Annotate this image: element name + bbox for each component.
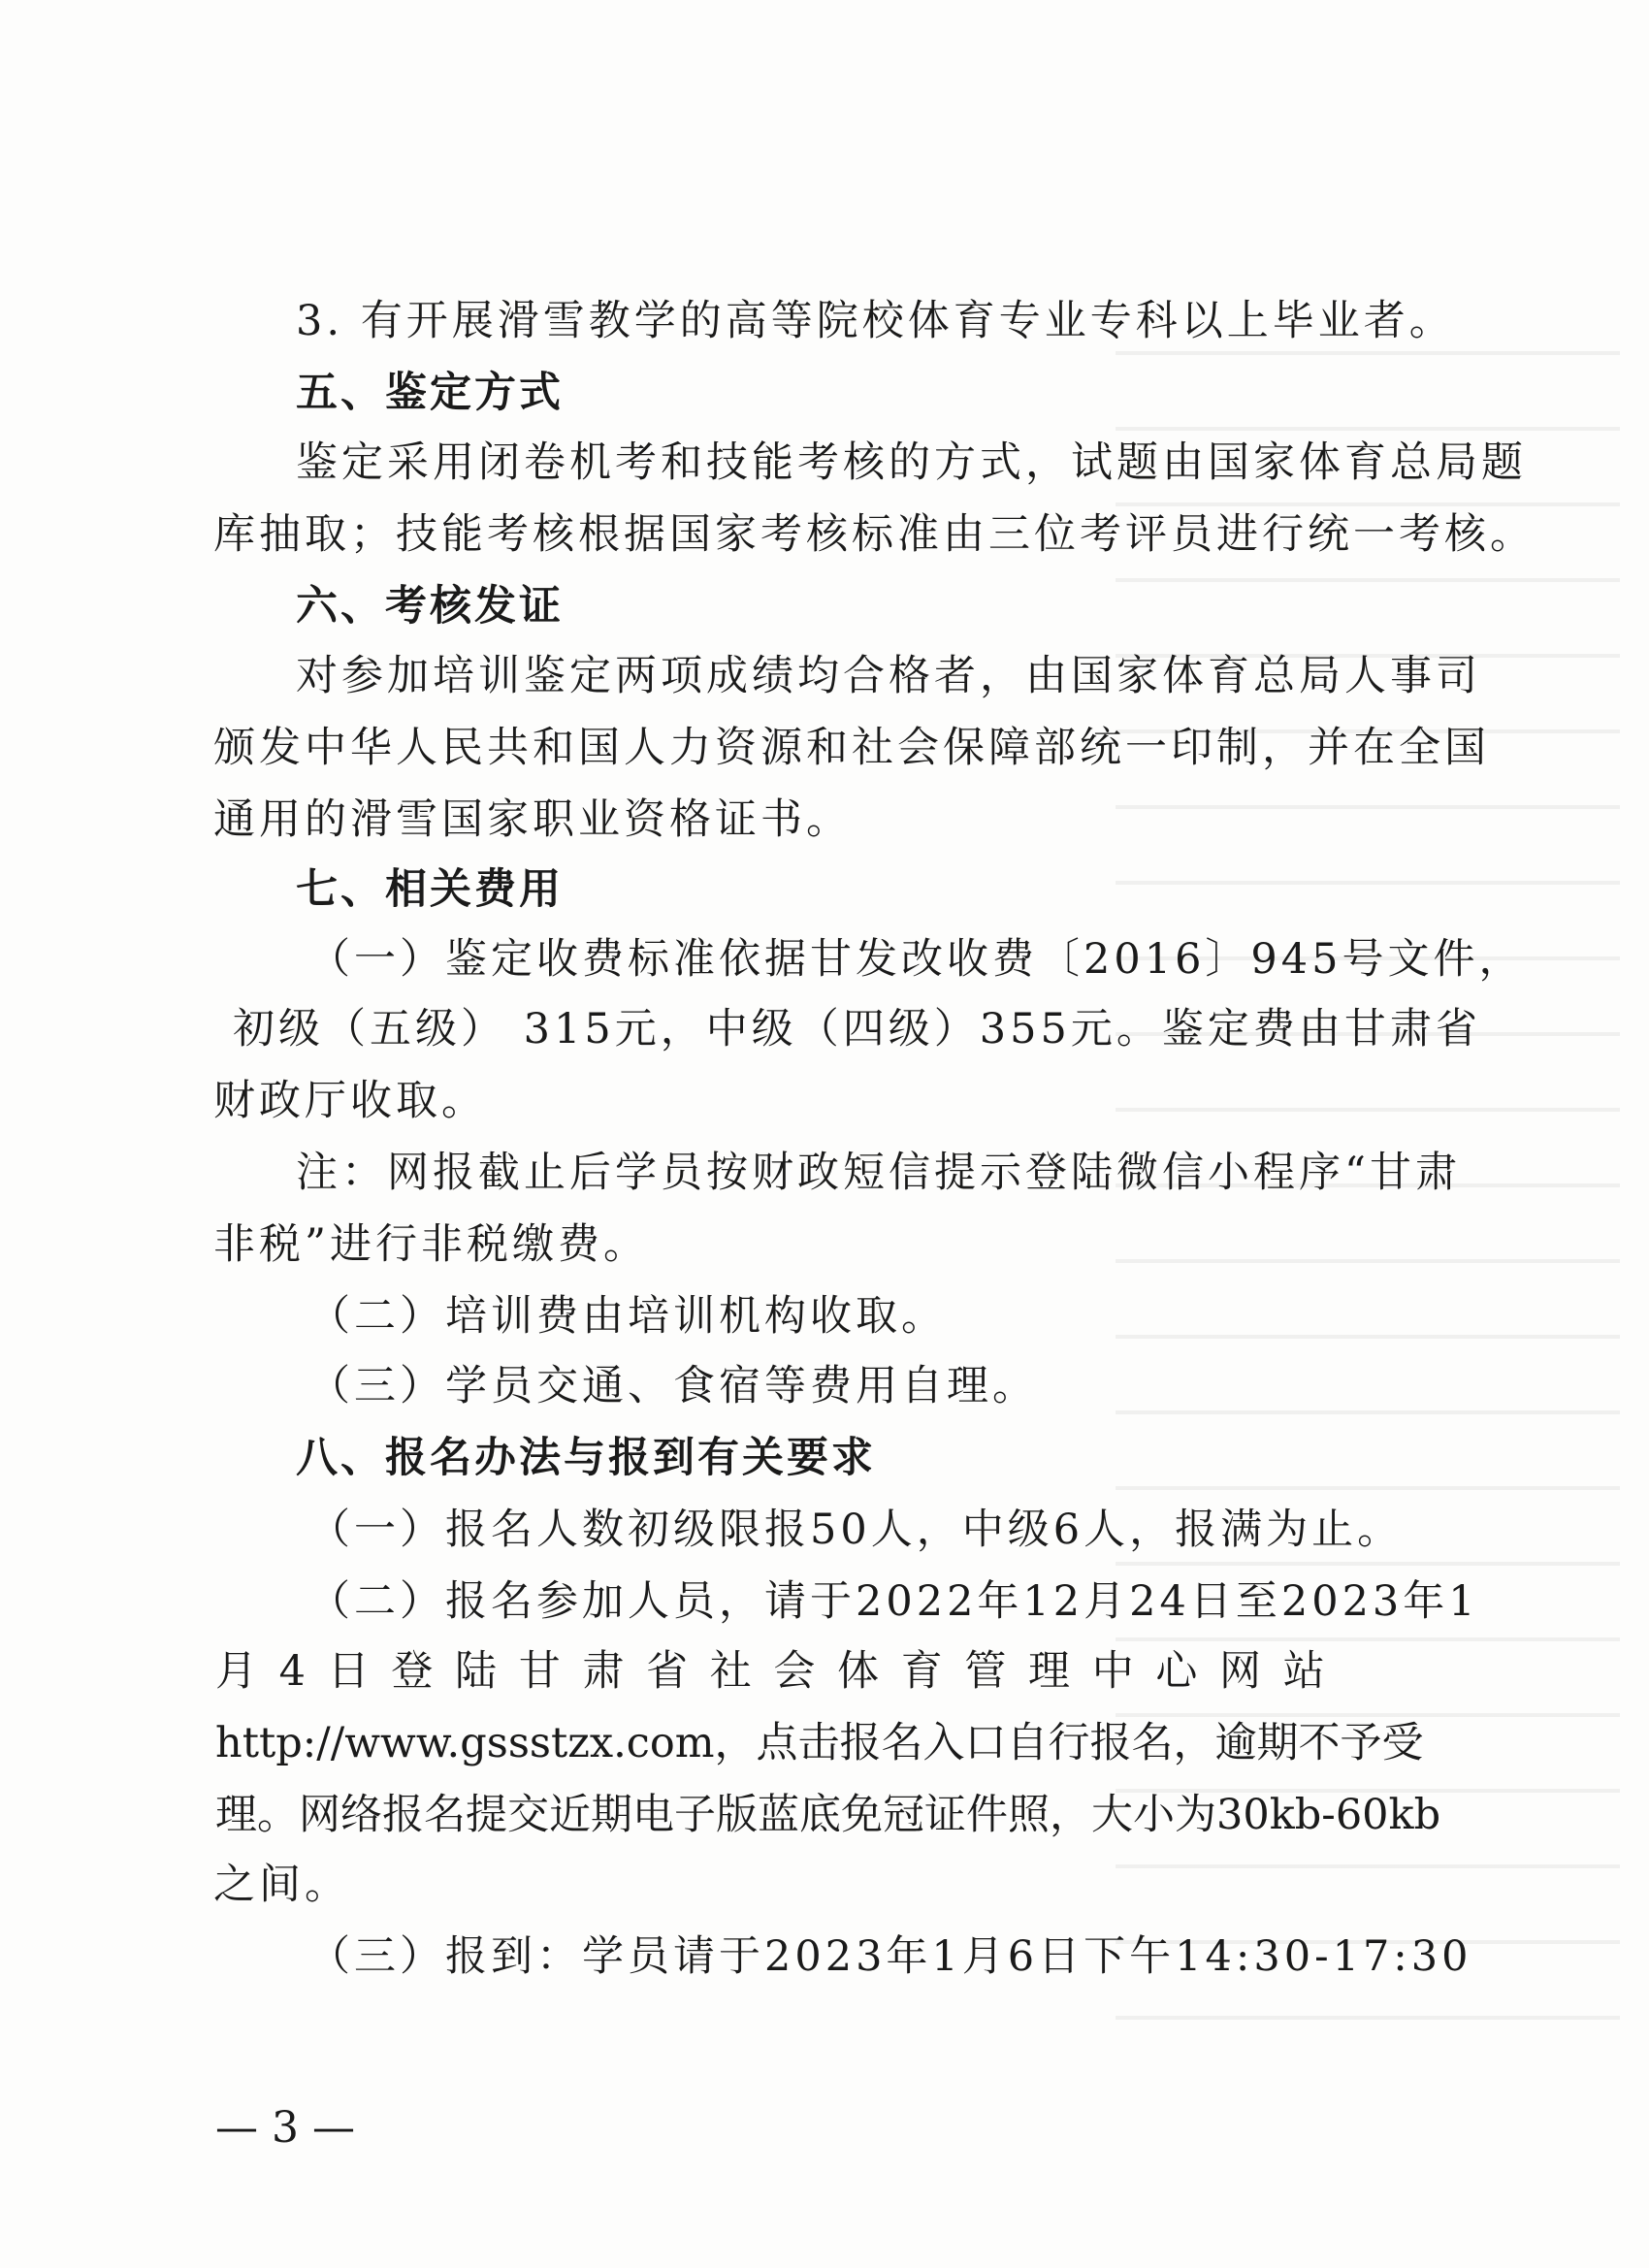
section-heading-8: 八、报名办法与报到有关要求 — [296, 1434, 876, 1482]
section-heading-7: 七、相关费用 — [296, 865, 564, 914]
text-line: （二）培训费由培训机构收取。 — [308, 1292, 947, 1341]
text-line: 通用的滑雪国家职业资格证书。 — [213, 795, 852, 844]
text-line: （一）报名人数初级限报50人，中级6人，报满为止。 — [308, 1506, 1404, 1554]
section-heading-6: 六、考核发证 — [296, 582, 564, 631]
text-line: 3. 有开展滑雪教学的高等院校体育专业专科以上毕业者。 — [296, 297, 1455, 345]
text-line: 颁发中华人民共和国人力资源和社会保障部统一印制，并在全国 — [213, 724, 1490, 772]
text-line: 非税”进行非税缴费。 — [213, 1220, 649, 1269]
text-line: 鉴定采用闭卷机考和技能考核的方式，试题由国家体育总局题 — [296, 438, 1527, 487]
text-line: 注：网报截止后学员按财政短信提示登陆微信小程序“甘肃 — [296, 1149, 1461, 1197]
text-line: 库抽取；技能考核根据国家考核标准由三位考评员进行统一考核。 — [213, 510, 1536, 559]
text-line: （二）报名参加人员，请于2022年12月24日至2023年1 — [308, 1577, 1479, 1626]
page-number: — 3 — — [215, 2103, 355, 2153]
text-line: 理。网络报名提交近期电子版蓝底免冠证件照，大小为30kb-60kb — [215, 1791, 1441, 1839]
text-line: 月 4 日 登 陆 甘 肃 省 社 会 体 育 管 理 中 心 网 站 — [215, 1647, 1325, 1696]
text-line: （三）报到：学员请于2023年1月6日下午14:30-17:30 — [308, 1932, 1472, 1981]
text-line: http://www.gssstzx.com，点击报名入口自行报名，逾期不予受 — [215, 1719, 1424, 1767]
text-line: 之间。 — [213, 1861, 350, 1909]
text-line: （三）学员交通、食宿等费用自理。 — [308, 1362, 1038, 1410]
section-heading-5: 五、鉴定方式 — [296, 369, 564, 417]
text-line: 对参加培训鉴定两项成绩均合格者，由国家体育总局人事司 — [296, 652, 1481, 700]
text-line: 财政厅收取。 — [213, 1077, 487, 1125]
text-line: （一）鉴定收费标准依据甘发改收费〔2016〕945号文件， — [308, 935, 1525, 984]
text-line: 初级（五级） 315元，中级（四级）355元。鉴定费由甘肃省 — [233, 1005, 1481, 1053]
